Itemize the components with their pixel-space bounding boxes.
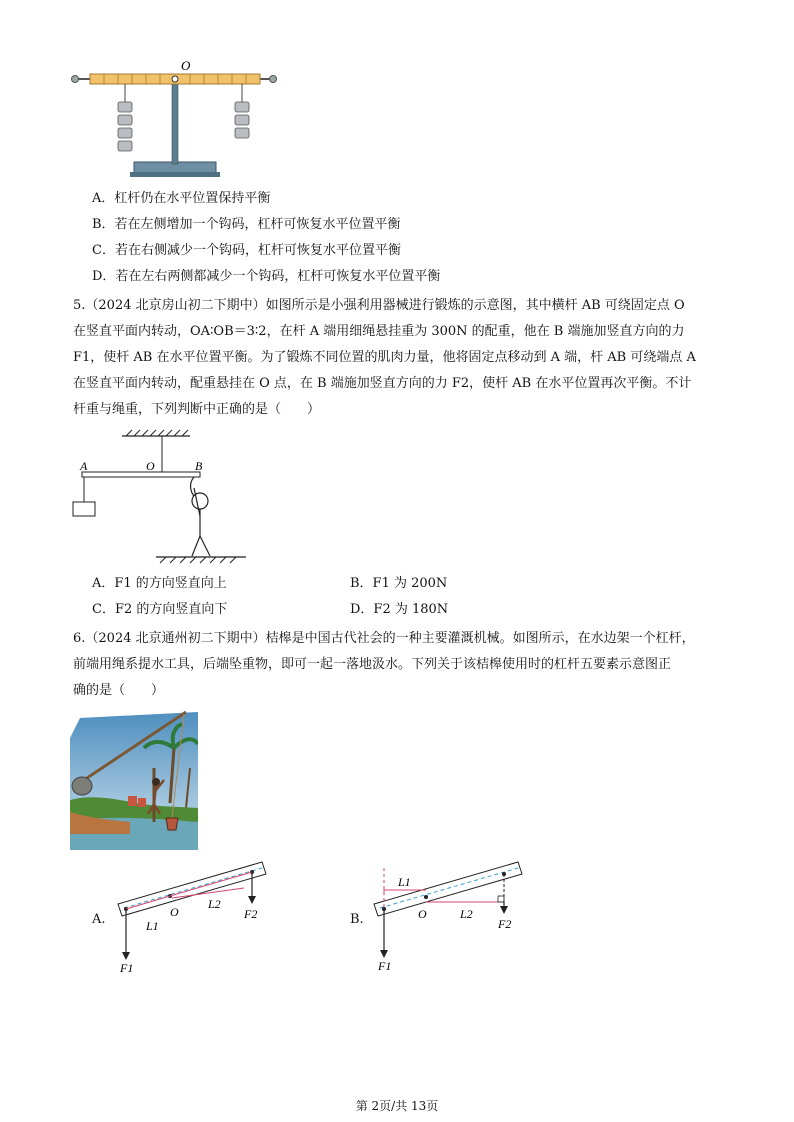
exercise-lever-figure — [70, 428, 250, 566]
point-a-label: A — [80, 459, 88, 473]
q4-option-b: B．若在左侧增加一个钩码，杠杆可恢复水平位置平衡 — [92, 217, 401, 232]
label-f2: F2 — [244, 907, 258, 921]
q5-text-line-1: 5.（2024 北京房山初二下期中）如图所示是小强利用器械进行锻炼的示意图，其中横杆 AB 可绕固定点 O — [73, 298, 685, 313]
label-l1: L1 — [398, 875, 411, 889]
label-l1: L1 — [146, 919, 159, 933]
point-b-label: B — [195, 459, 203, 473]
well-sweep-illustration — [70, 708, 198, 850]
label-l2: L2 — [460, 907, 473, 921]
q6-option-b-label: B. — [350, 912, 364, 927]
label-l2: L2 — [208, 897, 221, 911]
q5-option-a: A．F1 的方向竖直向上 — [92, 576, 227, 591]
page-footer: 第 2页/共 13页 — [355, 1099, 439, 1113]
q5-text-line-2: 在竖直平面内转动，OA∶OB＝3∶2，在杆 A 端用细绳悬挂重为 300N 的配重，他在 B 端施加竖直方向的力 — [73, 324, 685, 339]
lever-balance-figure — [70, 58, 280, 180]
q5-text-line-5: 杆重与绳重，下列判断中正确的是（ ） — [73, 402, 321, 417]
q5-text-line-4: 在竖直平面内转动，配重悬挂在 O 点，在 B 端施加竖直方向的力 F2，使杆 AB 在水平位置再次平衡。不计 — [73, 376, 692, 391]
q5-option-c: C．F2 的方向竖直向下 — [92, 602, 228, 617]
q6-text-line-1: 6.（2024 北京通州初二下期中）桔槔是中国古代社会的一种主要灌溉机械。如图所示，在水边架一个杠杆， — [73, 631, 695, 646]
q5-option-d: D．F2 为 180N — [350, 602, 449, 617]
q4-option-c: C．若在右侧减少一个钩码，杠杆可恢复水平位置平衡 — [92, 243, 401, 258]
right-weights — [235, 102, 249, 138]
q5-text-line-3: F1，使杆 AB 在水平位置平衡。为了锻炼不同位置的肌肉力量，他将固定点移动到 A 端，杆 AB 可绕端点 A — [73, 350, 696, 365]
q6-option-a-label: A. — [92, 912, 106, 927]
q6-text-line-2: 前端用绳系提水工具，后端坠重物，即可一起一落地汲水。下列关于该桔槔使用时的杠杆五要素示意图正 — [73, 657, 672, 672]
q5-option-b: B．F1 为 200N — [350, 576, 448, 591]
pivot-label-o: O — [181, 58, 191, 73]
q6-option-a-diagram — [112, 858, 282, 976]
label-f2: F2 — [498, 917, 512, 931]
q4-option-d: D．若在左右两侧都减少一个钩码，杠杆可恢复水平位置平衡 — [92, 269, 441, 284]
label-f1: F1 — [120, 961, 134, 975]
label-o: O — [418, 907, 427, 921]
q6-option-b-diagram — [368, 856, 538, 974]
q4-option-a: A．杠杆仍在水平位置保持平衡 — [92, 191, 271, 206]
left-weights — [118, 102, 132, 151]
label-f1: F1 — [378, 959, 392, 973]
label-o: O — [170, 905, 179, 919]
q6-text-line-3: 确的是（ ） — [73, 683, 165, 698]
point-o-label: O — [146, 459, 155, 473]
